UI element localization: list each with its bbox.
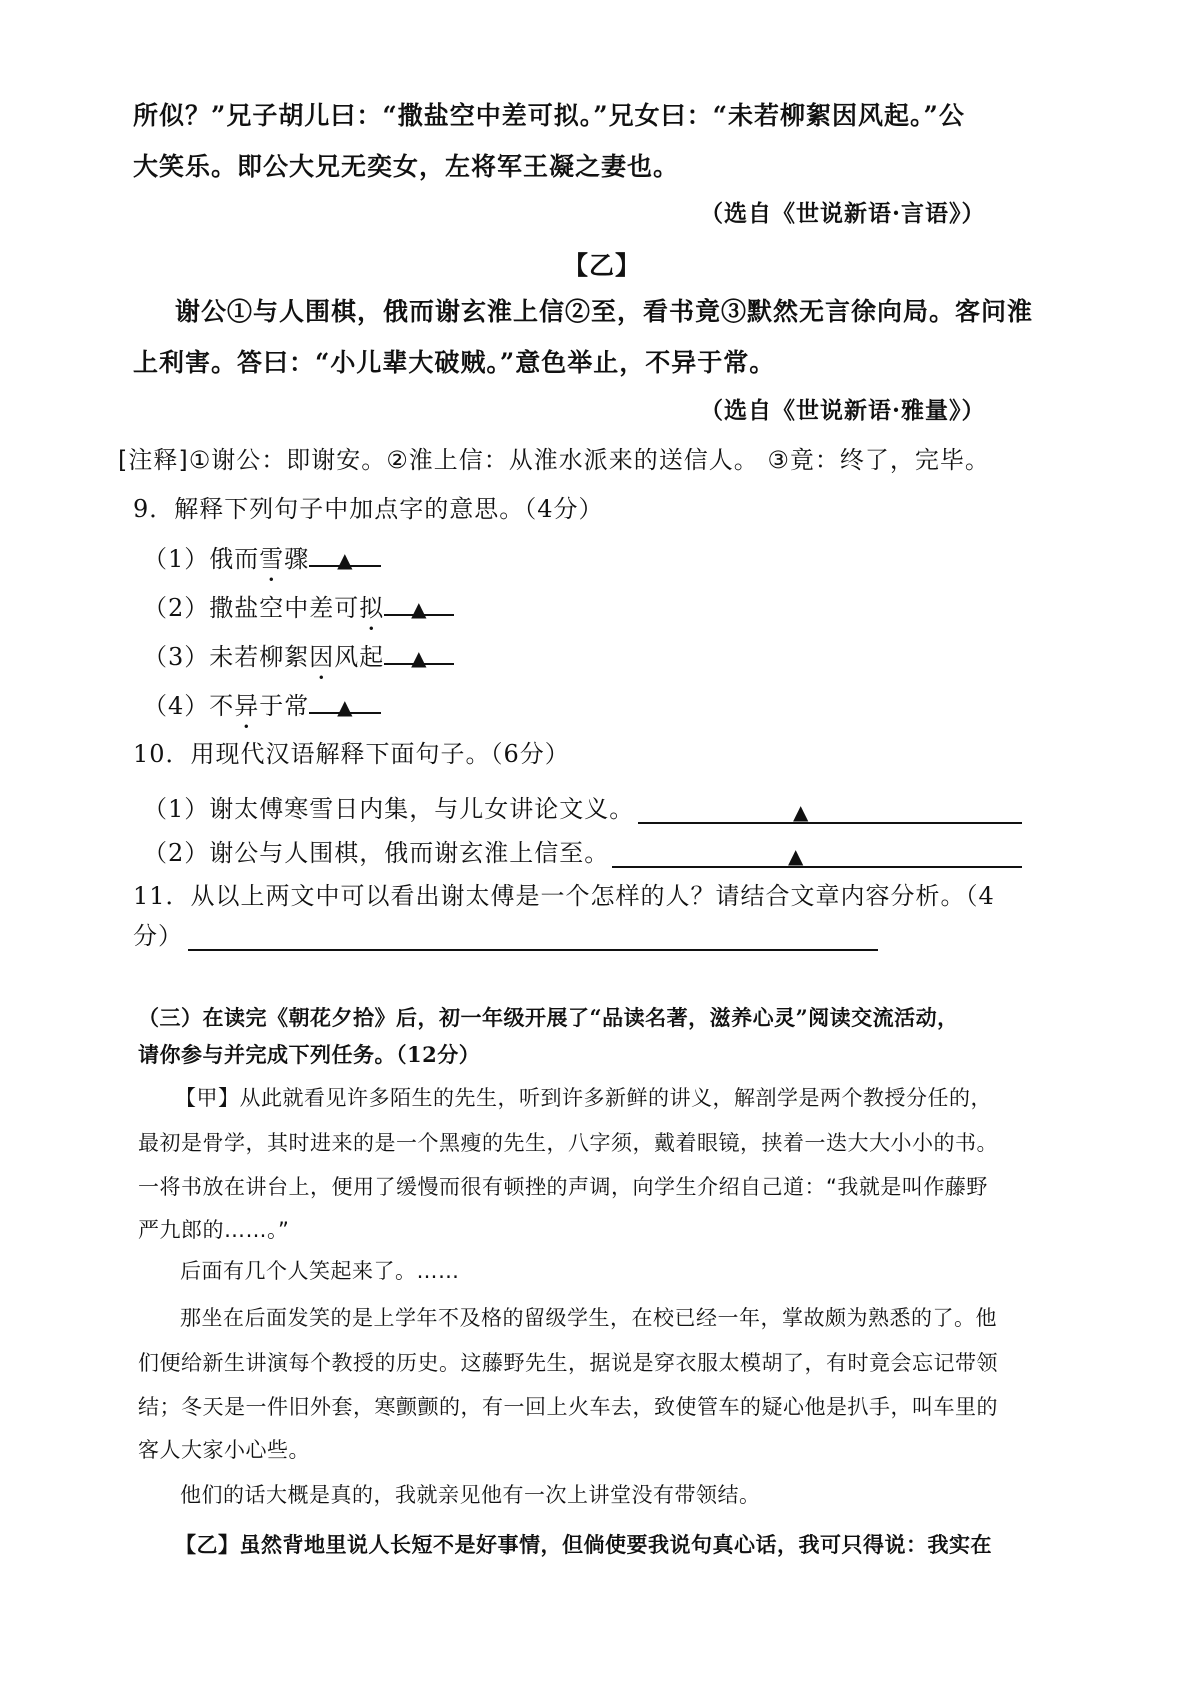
- q9-item-4-text: 不: [209, 692, 235, 720]
- part3-yi-line-1: 【乙】虽然背地里说人长短不是好事情，但倘使要我说句真心话，我可只得说：我实在: [175, 1533, 992, 1557]
- q10-item-2-answer-blank[interactable]: [612, 844, 1022, 868]
- q9-stem: 9．解释下列句子中加点字的意思。（4分）: [133, 495, 604, 523]
- q9-item-1-number: （1）: [143, 545, 210, 573]
- q11-line-1: 11．从以上两文中可以看出谢太傅是一个怎样的人？请结合文章内容分析。（4: [133, 882, 995, 910]
- q10-item-2-text: （2）谢公与人围棋，俄而谢玄淮上信至。: [143, 839, 610, 867]
- q9-item-3-dotted-char: 因: [309, 643, 335, 671]
- answer-mark: ▲: [793, 800, 809, 824]
- answer-mark: ▲: [411, 597, 428, 621]
- part3-jia-line-2: 最初是骨学，其时进来的是一个黑瘦的先生，八字须，戴着眼镜，挟着一迭大大小小的书。: [138, 1131, 998, 1155]
- passage-jia-source: （选自《世说新语·言语》）: [700, 200, 986, 227]
- q9-item-4-number: （4）: [143, 692, 210, 720]
- q10-item-1-answer-blank[interactable]: [638, 800, 1022, 824]
- q9-item-3-number: （3）: [143, 643, 210, 671]
- q9-item-2-number: （2）: [143, 594, 210, 622]
- passage-jia-line-1: 所似？”兄子胡儿曰：“撒盐空中差可拟。”兄女曰：“未若柳絮因风起。”公: [133, 101, 965, 130]
- part3-paragraph-2: 后面有几个人笑起来了。……: [180, 1259, 460, 1283]
- q9-item-3-text-end: 风起: [334, 643, 385, 671]
- part3-paragraph-3-line-4: 客人大家小心些。: [138, 1438, 310, 1462]
- part3-paragraph-3-line-2: 们便给新生讲演每个教授的历史。这藤野先生，据说是穿衣服太模胡了，有时竟会忘记带领: [138, 1351, 998, 1375]
- q9-item-2-text: 撒盐空中差可: [209, 594, 360, 622]
- q9-item-1-answer-blank[interactable]: [309, 543, 381, 572]
- part3-paragraph-3-line-3: 结；冬天是一件旧外套，寒颤颤的，有一回上火车去，致使管车的疑心他是扒手，叫车里的: [138, 1395, 998, 1419]
- passage-yi-heading: 【乙】: [563, 251, 642, 280]
- q9-item-3-answer-blank[interactable]: [384, 641, 454, 670]
- q9-item-2-answer-blank[interactable]: [384, 592, 454, 621]
- q9-item-1-text-end: 骤: [284, 545, 310, 573]
- q10-stem: 10．用现代汉语解释下面句子。（6分）: [133, 740, 570, 768]
- answer-mark: ▲: [337, 548, 354, 572]
- part3-paragraph-4: 他们的话大概是真的，我就亲见他有一次上讲堂没有带领结。: [180, 1483, 761, 1507]
- q10-item-1-text: （1）谢太傅寒雪日内集，与儿女讲论文义。: [143, 795, 635, 823]
- passage-yi-source: （选自《世说新语·雅量》）: [700, 397, 986, 424]
- part3-intro-line-2: 请你参与并完成下列任务。（12分）: [138, 1042, 481, 1067]
- q9-item-4: [143, 690, 381, 734]
- q9-item-2: [143, 592, 454, 636]
- answer-mark: ▲: [411, 646, 428, 670]
- q9-item-4-text-end: 于常: [259, 692, 310, 720]
- annotation-notes: [注释]①谢公：即谢安。②淮上信：从淮水派来的送信人。 ③竟：终了，完毕。: [118, 446, 990, 474]
- q9-item-3-text: 未若柳絮: [209, 643, 310, 671]
- q11-answer-blank[interactable]: [188, 927, 878, 951]
- q9-item-1-dotted-char: 雪: [259, 545, 285, 573]
- part3-paragraph-3-line-1: 那坐在后面发笑的是上学年不及格的留级学生，在校已经一年，掌故颇为熟悉的了。他: [180, 1306, 997, 1330]
- answer-mark: ▲: [788, 844, 804, 868]
- answer-mark: ▲: [337, 695, 354, 719]
- part3-jia-line-1: 【甲】从此就看见许多陌生的先生，听到许多新鲜的讲义，解剖学是两个教授分任的，: [175, 1086, 992, 1110]
- q9-item-4-dotted-char: 异: [234, 692, 260, 720]
- q9-item-1: [143, 543, 381, 587]
- q9-item-4-answer-blank[interactable]: [309, 690, 381, 719]
- passage-jia-line-2: 大笑乐。即公大兄无奕女，左将军王凝之妻也。: [133, 152, 680, 181]
- q10-item-1: [143, 793, 634, 825]
- passage-yi-line-2: 上利害。答曰：“小儿辈大破贼。”意色举止，不异于常。: [133, 348, 776, 377]
- part3-jia-line-4: 严九郎的……。”: [138, 1218, 290, 1242]
- part3-jia-line-3: 一将书放在讲台上，便用了缓慢而很有顿挫的声调，向学生介绍自己道：“我就是叫作藤野: [138, 1175, 988, 1199]
- q9-item-3: [143, 641, 454, 685]
- q10-item-2: [143, 837, 609, 869]
- passage-yi-line-1: 谢公①与人围棋，俄而谢玄淮上信②至，看书竟③默然无言徐向局。客问淮: [175, 297, 1034, 326]
- part3-intro-line-1: （三）在读完《朝花夕拾》后，初一年级开展了“品读名著，滋养心灵”阅读交流活动，: [138, 1005, 959, 1030]
- q9-item-2-dotted-char: 拟: [359, 594, 385, 622]
- q11-line-2: 分）: [133, 922, 183, 950]
- q9-item-1-text: 俄而: [209, 545, 260, 573]
